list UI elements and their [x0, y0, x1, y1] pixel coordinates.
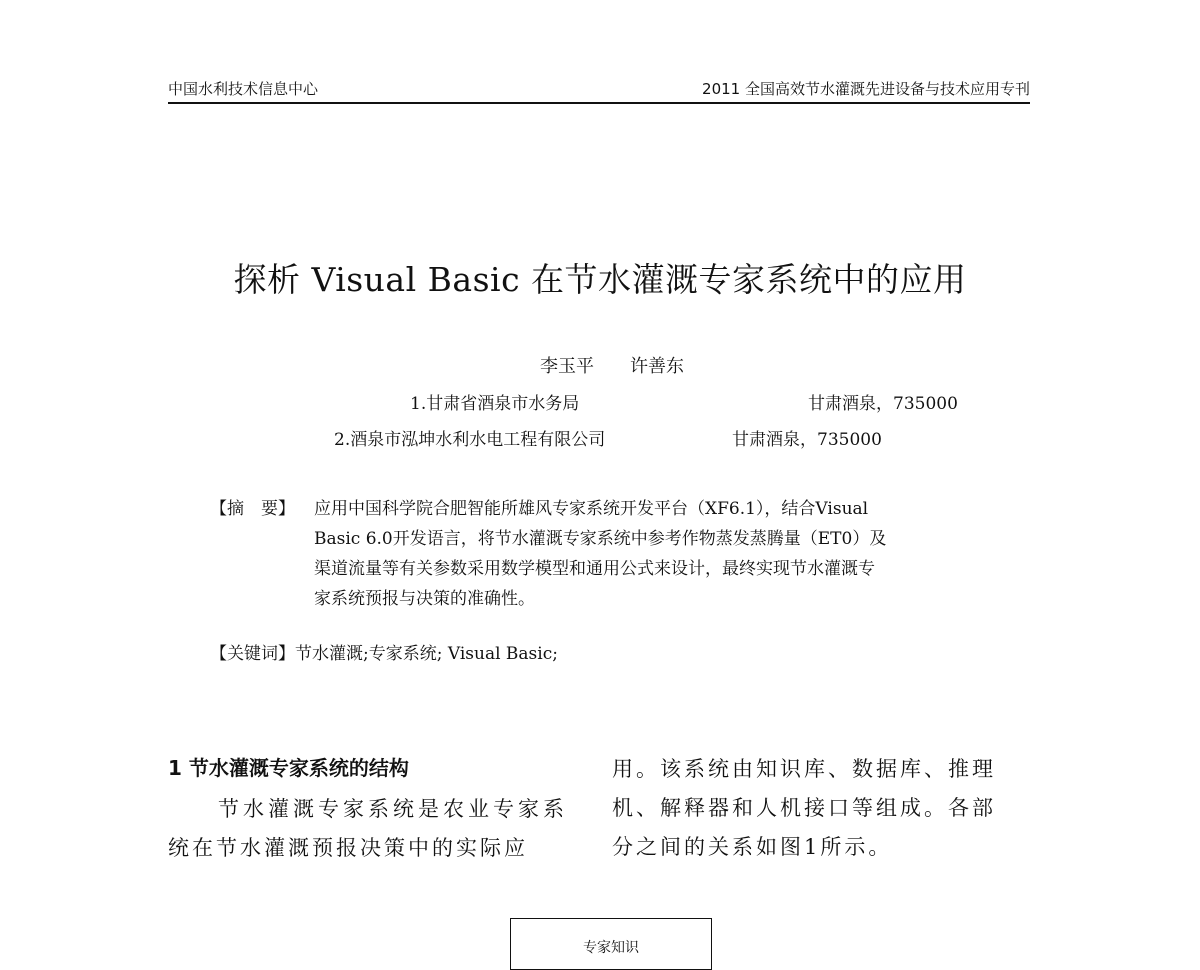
body-line: 分之间的关系如图1所示。 — [612, 835, 893, 859]
author-1: 李玉平 — [540, 356, 594, 377]
keywords-label: 【关键词】 — [210, 644, 295, 664]
affiliation-2-location: 甘肃酒泉，735000 — [732, 430, 882, 450]
body-line: 用。该系统由知识库、数据库、推理 — [612, 757, 996, 781]
abstract-body — [314, 494, 1030, 614]
abstract-line: 渠道流量等有关参数采用数学模型和通用公式来设计，最终实现节水灌溉专 — [314, 559, 875, 579]
abstract-line: 应用中国科学院合肥智能所雄风专家系统开发平台（XF6.1），结合Visual — [314, 499, 869, 519]
body-left-column — [168, 790, 576, 868]
diagram-expert-knowledge-box: 专家知识 — [510, 918, 712, 970]
section-heading: 1 节水灌溉专家系统的结构 — [168, 756, 409, 780]
body-right-column — [612, 750, 1030, 867]
body-line: 机、解释器和人机接口等组成。各部 — [612, 796, 996, 820]
affiliation-1-name: 1.甘肃省酒泉市水务局 — [410, 394, 580, 414]
body-line: 统在节水灌溉预报决策中的实际应 — [168, 836, 528, 860]
author-list — [540, 352, 684, 378]
keywords-text: 节水灌溉;专家系统; Visual Basic; — [295, 644, 558, 664]
body-line: 节水灌溉专家系统是农业专家系 — [218, 797, 568, 821]
abstract-line: 家系统预报与决策的准确性。 — [314, 589, 535, 609]
affiliation-1-location: 甘肃酒泉，735000 — [808, 394, 958, 414]
header-journal-issue: 2011 全国高效节水灌溉先进设备与技术应用专刊 — [702, 80, 1030, 98]
author-2: 许善东 — [630, 356, 684, 377]
paper-title: 探析 Visual Basic 在节水灌溉专家系统中的应用 — [233, 260, 967, 299]
abstract-line: Basic 6.0开发语言，将节水灌溉专家系统中参考作物蒸发蒸腾量（ET0）及 — [314, 529, 887, 549]
abstract-label: 【摘 要】 — [210, 499, 295, 519]
header-publisher: 中国水利技术信息中心 — [168, 80, 319, 98]
keywords — [210, 639, 558, 664]
running-header — [168, 74, 1030, 104]
affiliation-2-name: 2.酒泉市泓坤水利水电工程有限公司 — [334, 430, 606, 450]
